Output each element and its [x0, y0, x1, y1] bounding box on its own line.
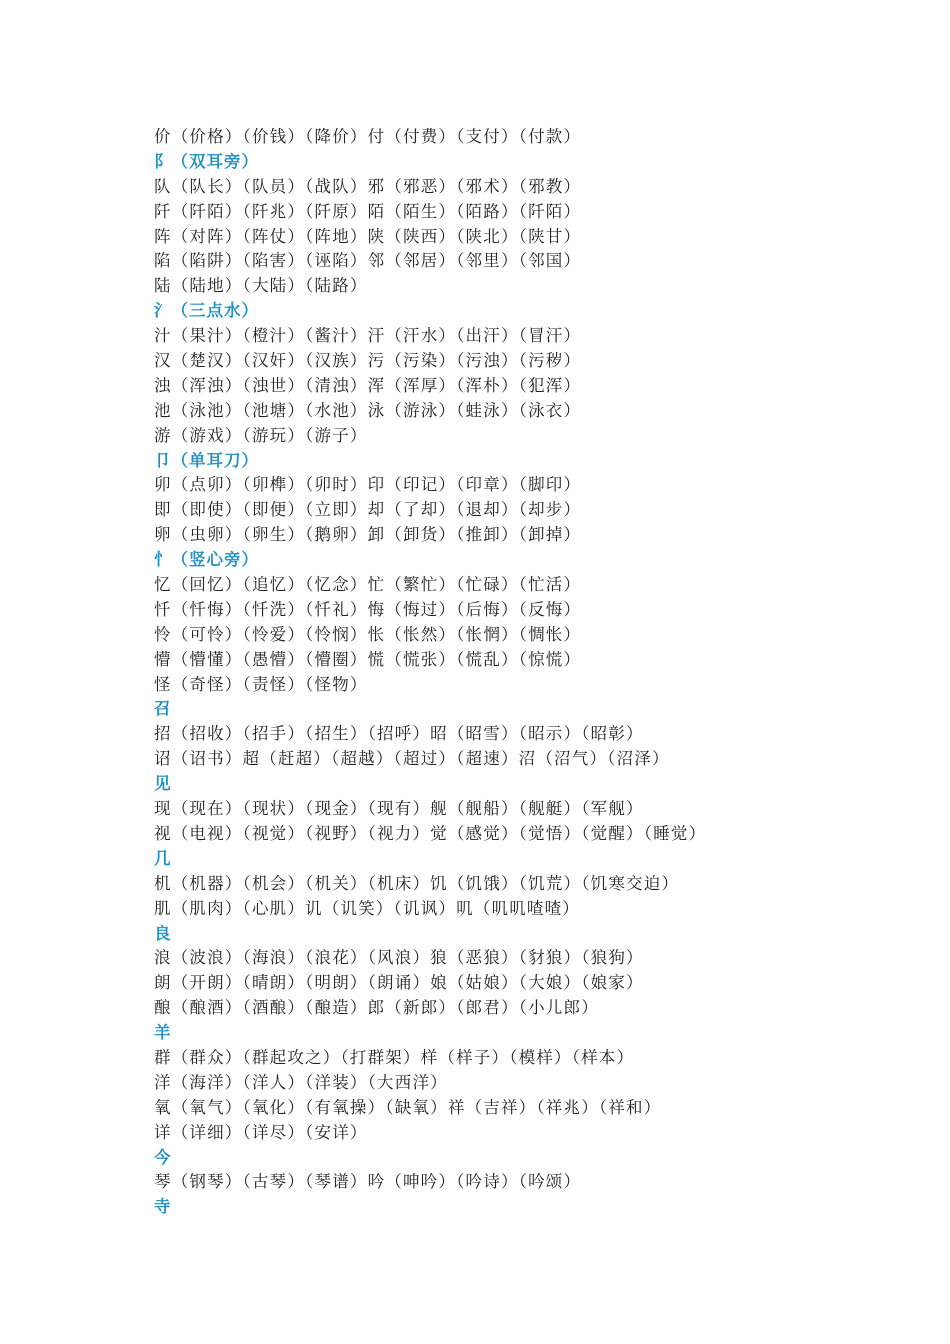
word-line: 即（即使）（即便）（立即）却（了却）（退却）（却步）	[154, 500, 582, 520]
word-line: 机（机器）（机会）（机关）（机床）饥（饥饿）（饥荒）（饥寒交迫）	[154, 873, 680, 893]
word-line: 池（泳池）（池塘）（水池）泳（游泳）（蛙泳）（泳衣）	[154, 400, 582, 420]
word-line: 朗（开朗）（晴朗）（明朗）（朗诵）娘（姑娘）（大娘）（娘家）	[154, 973, 644, 993]
section-heading: 召	[154, 699, 172, 719]
word-line: 游（游戏）（游玩）（游子）	[154, 425, 368, 445]
section-heading: 良	[154, 923, 172, 943]
word-line: 群（群众）（群起攻之）（打群架）样（样子）（模样）（样本）	[154, 1047, 635, 1067]
word-line: 酿（酿酒）（酒酿）（酿造）郎（新郎）（郎君）（小儿郎）	[154, 998, 599, 1018]
word-line: 诏（诏书）超（赶超）（超越）（超过）（超速）沼（沼气）（沼泽）	[154, 749, 670, 769]
word-line: 队（队长）（队员）（战队）邪（邪恶）（邪术）（邪教）	[154, 176, 582, 196]
section-heading: 氵（三点水）	[154, 301, 259, 321]
section-heading: 今	[154, 1147, 172, 1167]
word-line: 卵（虫卵）（卵生）（鹅卵）卸（卸货）（推卸）（卸掉）	[154, 525, 582, 545]
word-line: 阡（阡陌）（阡兆）（阡原）陌（陌生）（陌路）（阡陌）	[154, 201, 582, 221]
word-line: 视（电视）（视觉）（视野）（视力）觉（感觉）（觉悟）（觉醒）（睡觉）	[154, 823, 707, 843]
section-heading: 阝（双耳旁）	[154, 151, 259, 171]
word-line: 陆（陆地）（大陆）（陆路）	[154, 276, 368, 296]
section-heading: 寺	[154, 1197, 172, 1217]
word-line: 汉（楚汉）（汉奸）（汉族）污（污染）（污浊）（污秽）	[154, 351, 582, 371]
word-line: 汁（果汁）（橙汁）（酱汁）汗（汗水）（出汗）（冒汗）	[154, 326, 582, 346]
word-line: 懵（懵懂）（愚懵）（懵圈）慌（慌张）（慌乱）（惊慌）	[154, 649, 582, 669]
section-heading: 几	[154, 848, 172, 868]
word-line: 怜（可怜）（怜爱）（怜悯）怅（怅然）（怅惘）（惆怅）	[154, 624, 582, 644]
word-line: 肌（肌肉）（心肌）讥（讥笑）（讥讽）叽（叽叽喳喳）	[154, 898, 580, 918]
word-line: 详（详细）（详尽）（安详）	[154, 1122, 368, 1142]
section-heading: 见	[154, 774, 172, 794]
word-line: 氧（氧气）（氧化）（有氧操）（缺氧）祥（吉祥）（祥兆）（祥和）	[154, 1097, 662, 1117]
word-line: 忏（忏悔）（忏洗）（忏礼）悔（悔过）（后悔）（反悔）	[154, 599, 582, 619]
document-page	[154, 125, 914, 1220]
word-line: 招（招收）（招手）（招生）（招呼）昭（昭雪）（昭示）（昭彰）	[154, 724, 644, 744]
section-heading: 忄（竖心旁）	[154, 550, 259, 570]
word-line: 卯（点卯）（卯榫）（卯时）印（印记）（印章）（脚印）	[154, 475, 582, 495]
word-line: 琴（钢琴）（古琴）（琴谱）吟（呻吟）（吟诗）（吟颂）	[154, 1172, 582, 1192]
word-line: 洋（海洋）（洋人）（洋装）（大西洋）	[154, 1072, 448, 1092]
word-line: 忆（回忆）（追忆）（忆念）忙（繁忙）（忙碌）（忙活）	[154, 575, 582, 595]
word-line: 浪（波浪）（海浪）（浪花）（风浪）狼（恶狼）（豺狼）（狼狗）	[154, 948, 644, 968]
word-line: 阵（对阵）（阵仗）（阵地）陕（陕西）（陕北）（陕甘）	[154, 226, 582, 246]
word-line: 价（价格）（价钱）（降价）付（付费）（支付）（付款）	[154, 127, 582, 146]
word-line: 怪（奇怪）（责怪）（怪物）	[154, 674, 368, 694]
section-heading: 羊	[154, 1023, 172, 1043]
section-heading: 卩（单耳刀）	[154, 450, 259, 470]
word-line: 陷（陷阱）（陷害）（诬陷）邻（邻居）（邻里）（邻国）	[154, 251, 582, 271]
word-line: 浊（浑浊）（浊世）（清浊）浑（浑厚）（浑朴）（犯浑）	[154, 375, 582, 395]
word-line: 现（现在）（现状）（现金）（现有）舰（舰船）（舰艇）（军舰）	[154, 799, 644, 819]
